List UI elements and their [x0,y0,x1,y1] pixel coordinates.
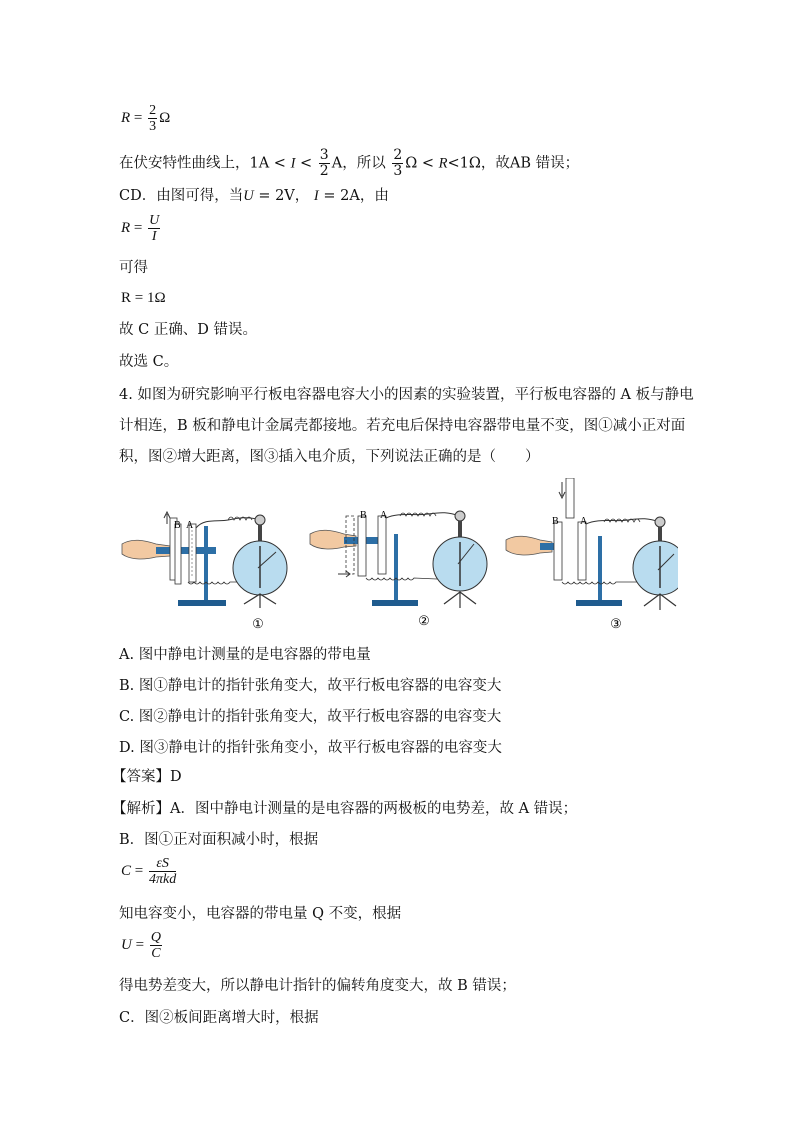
capacitor-experiment-figure [118,478,678,634]
figure-label-2: ② [418,614,430,629]
setup-1 [122,512,287,608]
plate-a [189,524,196,582]
stand-base [178,600,226,606]
fraction: $\frac{\varepsilon S}{\text{4πkd}}$ [148,856,177,887]
plate-a [378,516,386,574]
electroscope-stand [244,594,276,608]
equation-r-u-over-i: R = $\frac{U}{I}$ [121,213,160,244]
cd-line: CD．由图可得，当U = 2V， I = 2A，由 [119,188,389,204]
volt-ampere-line: 在伏安特性曲线上，1A < I < $\frac{3}{2}$ A，所以 $\frac{2}{3}$ Ω < R<1Ω，故AB 错误； [119,147,580,179]
plate-a-label: A [580,516,588,527]
analysis-line-2: B．图①正对面积减小时，根据 [119,832,319,848]
plate-b-label: B [552,516,559,527]
experiment-illustration [118,478,678,634]
plate-b-label: B [174,520,181,531]
plate-a-label: A [380,510,388,521]
option-d: D. 图③静电计的指针张角变小，故平行板电容器的电容变大 [119,740,502,756]
wire-coil [386,513,460,518]
plate-b-label: B [360,510,367,521]
fraction: $\frac{2}{3}$ [149,103,157,134]
figure-label-3: ③ [610,617,622,632]
analysis-line-1: 【解析】A．图中静电计测量的是电容器的两极板的电势差，故 A 错误； [112,801,578,817]
up-arrow-icon [164,512,170,524]
fraction: $\frac{3}{2}$ [319,147,329,179]
question-4-stem-line-2: 计相连，B 板和静电计金属壳都接地。若充电后保持电容器带电量不变，图①减小正对面 [119,418,686,434]
plate-b [175,524,181,584]
plate-b [554,522,562,580]
choose-line: 故选 C。 [119,354,179,370]
electroscope-knob [655,517,665,527]
stand-base [576,600,622,606]
equation-r-two-thirds: R = $\frac{2}{3}$ Ω [121,103,171,134]
stand-base [372,600,418,606]
fraction: $\frac{Q}{C}$ [150,930,161,961]
plate-b [358,516,366,576]
analysis-line-4: 得电势差变大，所以静电计指针的偏转角度变大，故 B 错误； [119,978,516,994]
figure-label-1: ① [252,617,264,632]
analysis-line-5: C．图②板间距离增大时，根据 [119,1010,319,1026]
eq-lhs: R [121,109,131,126]
equation-voltage: U = $\frac{Q}{C}$ [121,930,161,961]
question-4-stem-line-1: 4. 如图为研究影响平行板电容器电容大小的因素的实验装置，平行板电容器的 A 板与静电 [119,387,694,403]
electroscope-knob [255,515,265,525]
plate-a [578,522,586,580]
analysis-line-3: 知电容变小，电容器的带电量 Q 不变，根据 [119,906,402,922]
electroscope-body [633,541,678,595]
equation-capacitance: C = $\frac{\varepsilon S}{\text{4πkd}}$ [121,856,177,887]
electroscope-stand [444,592,476,608]
fraction: $\frac{2}{3}$ [393,147,403,179]
answer-line: 【答案】D [112,769,182,785]
dielectric-slab [566,478,574,518]
option-b: B. 图①静电计的指针张角变大，故平行板电容器的电容变大 [119,678,502,694]
kede-line: 可得 [119,260,148,276]
setup-2 [310,510,487,608]
electroscope-knob [455,511,465,521]
option-c: C. 图②静电计的指针张角变大，故平行板电容器的电容变大 [119,709,502,725]
fraction: $\frac{U}{I}$ [149,213,160,244]
setup-3 [506,478,678,610]
stand-pole [598,536,602,602]
wire-coil [586,519,660,524]
stand-pole [204,526,208,602]
electroscope-stand [644,594,676,610]
stand-pole [394,534,398,600]
c-correct-line: 故 C 正确、D 错误。 [119,322,258,338]
question-4-stem-line-3: 积，图②增大距离，图③插入电介质，下列说法正确的是（ ） [119,449,540,465]
equation-r-one-ohm: R = 1Ω [121,290,166,306]
option-a: A. 图中静电计测量的是电容器的带电量 [119,647,371,663]
plate-a-label: A [186,520,194,531]
